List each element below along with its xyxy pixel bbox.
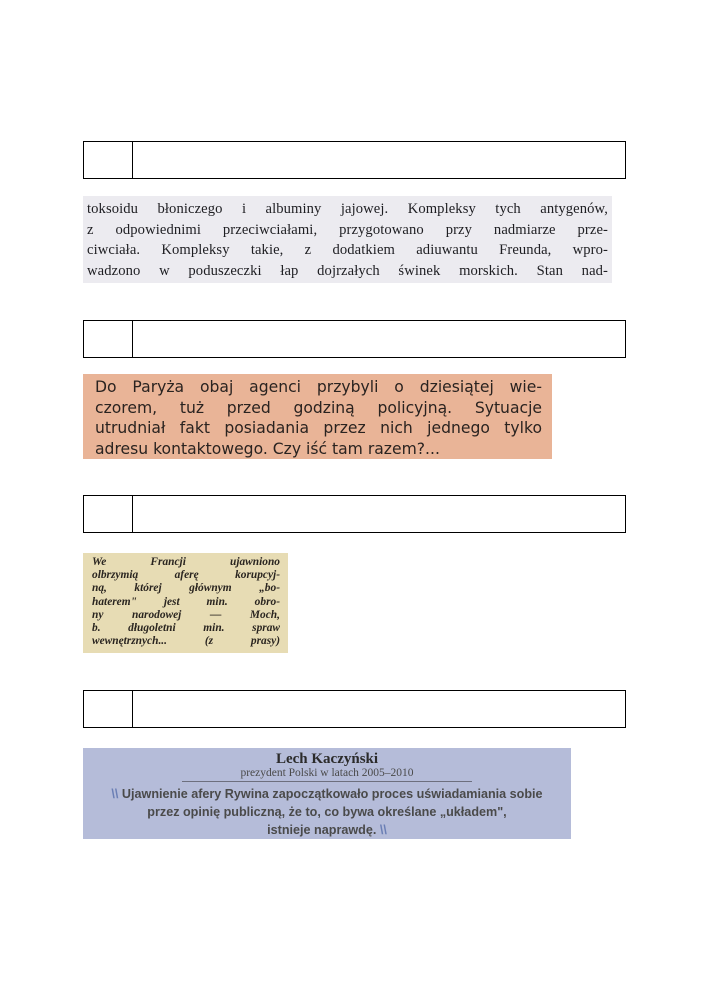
fragment-2-line: Do Paryża obaj agenci przybyli o dziesiątej wie-: [95, 378, 542, 396]
fragment-2-line: utrudniał fakt posiadania przez nich jednego tylko: [95, 419, 542, 437]
text-fragment-2: [83, 374, 552, 459]
quote-line-3: istnieje naprawdę.: [267, 823, 377, 837]
fragment-1-line: toksoidu błoniczego i albuminy jajowej. Kompleksy tych antygenów,: [87, 201, 608, 217]
fragment-3-line: b. długoletni min. spraw: [92, 622, 280, 635]
fragment-3-line: ny narodowej — Moch,: [92, 608, 280, 621]
text-fragment-1: [83, 196, 612, 283]
fragment-1-line: wadzono w poduszeczki łap dojrzałych świnek morskich. Stan nad-: [87, 262, 608, 279]
fragment-3-line: haterem" jest min. obro-: [92, 595, 280, 608]
answer-box-1: [83, 141, 626, 179]
answer-box-2-number-cell: [84, 321, 133, 357]
answer-box-4: [83, 690, 626, 728]
quote-author-role: prezydent Polski w latach 2005–2010: [240, 767, 414, 779]
quote-line-2: przez opinię publiczną, że to, co bywa określane „układem",: [147, 805, 507, 819]
answer-box-2: [83, 320, 626, 358]
quote-fragment-4: [83, 748, 571, 839]
fragment-1-line: z odpowiednimi przeciwciałami, przygotowano przy nadmiarze prze-: [87, 221, 608, 238]
quote-divider: [182, 781, 472, 782]
text-fragment-3: [83, 553, 288, 653]
fragment-2-line: czorem, tuż przed godziną policyjną. Sytuacje: [95, 398, 542, 417]
quote-open-mark: \\: [111, 787, 119, 801]
answer-box-4-number-cell: [84, 691, 133, 727]
answer-box-3-number-cell: [84, 496, 133, 532]
answer-box-3-text-cell: [133, 496, 625, 532]
answer-box-1-text-cell: [133, 142, 625, 178]
fragment-1-line: ciwciała. Kompleksy takie, z dodatkiem adiuwantu Freunda, wpro-: [87, 242, 608, 258]
quote-close-mark: \\: [379, 823, 387, 837]
fragment-3-line: olbrzymią aferę korupcyj-: [92, 569, 280, 582]
fragment-3-line: We Francji ujawniono: [92, 556, 280, 568]
answer-box-2-text-cell: [133, 321, 625, 357]
fragment-3-line: ną, której głównym „bo-: [92, 582, 280, 595]
fragment-3-line: wewnętrznych... (z prasy): [92, 635, 280, 648]
answer-box-1-number-cell: [84, 142, 133, 178]
quote-line-1: Ujawnienie afery Rywina zapoczątkowało proces uświadamiania sobie: [121, 787, 543, 801]
answer-box-3: [83, 495, 626, 533]
quote-author-name: Lech Kaczyński: [275, 751, 379, 767]
quote-text: [83, 785, 571, 839]
fragment-2-line: adresu kontaktowego. Czy iść tam razem?...: [95, 439, 440, 458]
answer-box-4-text-cell: [133, 691, 625, 727]
